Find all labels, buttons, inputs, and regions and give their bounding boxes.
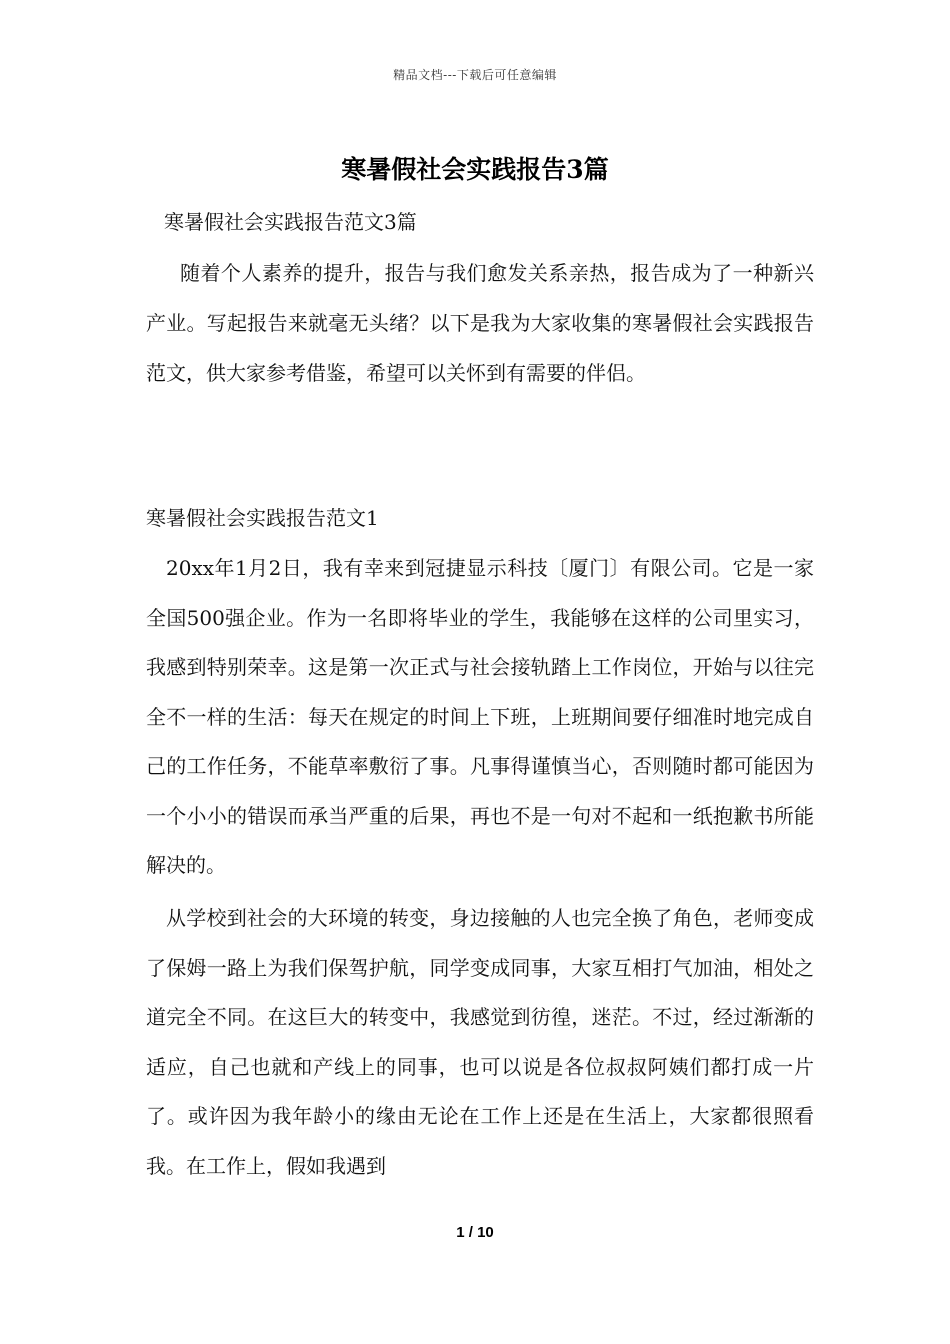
page-number: 1 / 10 [456,1224,494,1241]
page-header: 精品文档---下载后可任意编辑 [393,68,557,82]
section-heading: 寒暑假社会实践报告范文1 [146,506,379,530]
document-subtitle: 寒暑假社会实践报告范文3篇 [164,210,417,234]
body-paragraph-2: 从学校到社会的大环境的转变，身边接触的人也完全换了角色，老师变成了保姆一路上为我们保驾护航，同学变成同事，大家互相打气加油，相处之道完全不同。在这巨大的转变中，我感觉到彷徨，迷茫。不过，经过渐渐的适应，自己也就和产线上的同事，也可以说是各位叔叔阿姨们都打成一片了。或许因为我年龄小的缘由无论在工作上还是在生活上，大家都很照看我。在工作上，假如我遇到 [146,906,814,1178]
document-title: 寒暑假社会实践报告3篇 [341,155,609,184]
intro-paragraph: 随着个人素养的提升，报告与我们愈发关系亲热，报告成为了一种新兴产业。写起报告来就毫无头绪？以下是我为大家收集的寒暑假社会实践报告范文，供大家参考借鉴，希望可以关怀到有需要的伴侣。 [146,261,814,385]
body-paragraph-1: 20xx年1月2日，我有幸来到冠捷显示科技〔厦门〕有限公司。它是一家全国500强企业。作为一名即将毕业的学生，我能够在这样的公司里实习，我感到特别荣幸。这是第一次正式与社会接轨踏上工作岗位，开始与以往完全不一样的生活：每天在规定的时间上下班，上班期间要仔细准时地完成自己的工作任务，不能草率敷衍了事。凡事得谨慎当心，否则随时都可能因为一个小小的错误而承当严重的后果，再也不是一句对不起和一纸抱歉书所能解决的。 [146,556,814,877]
